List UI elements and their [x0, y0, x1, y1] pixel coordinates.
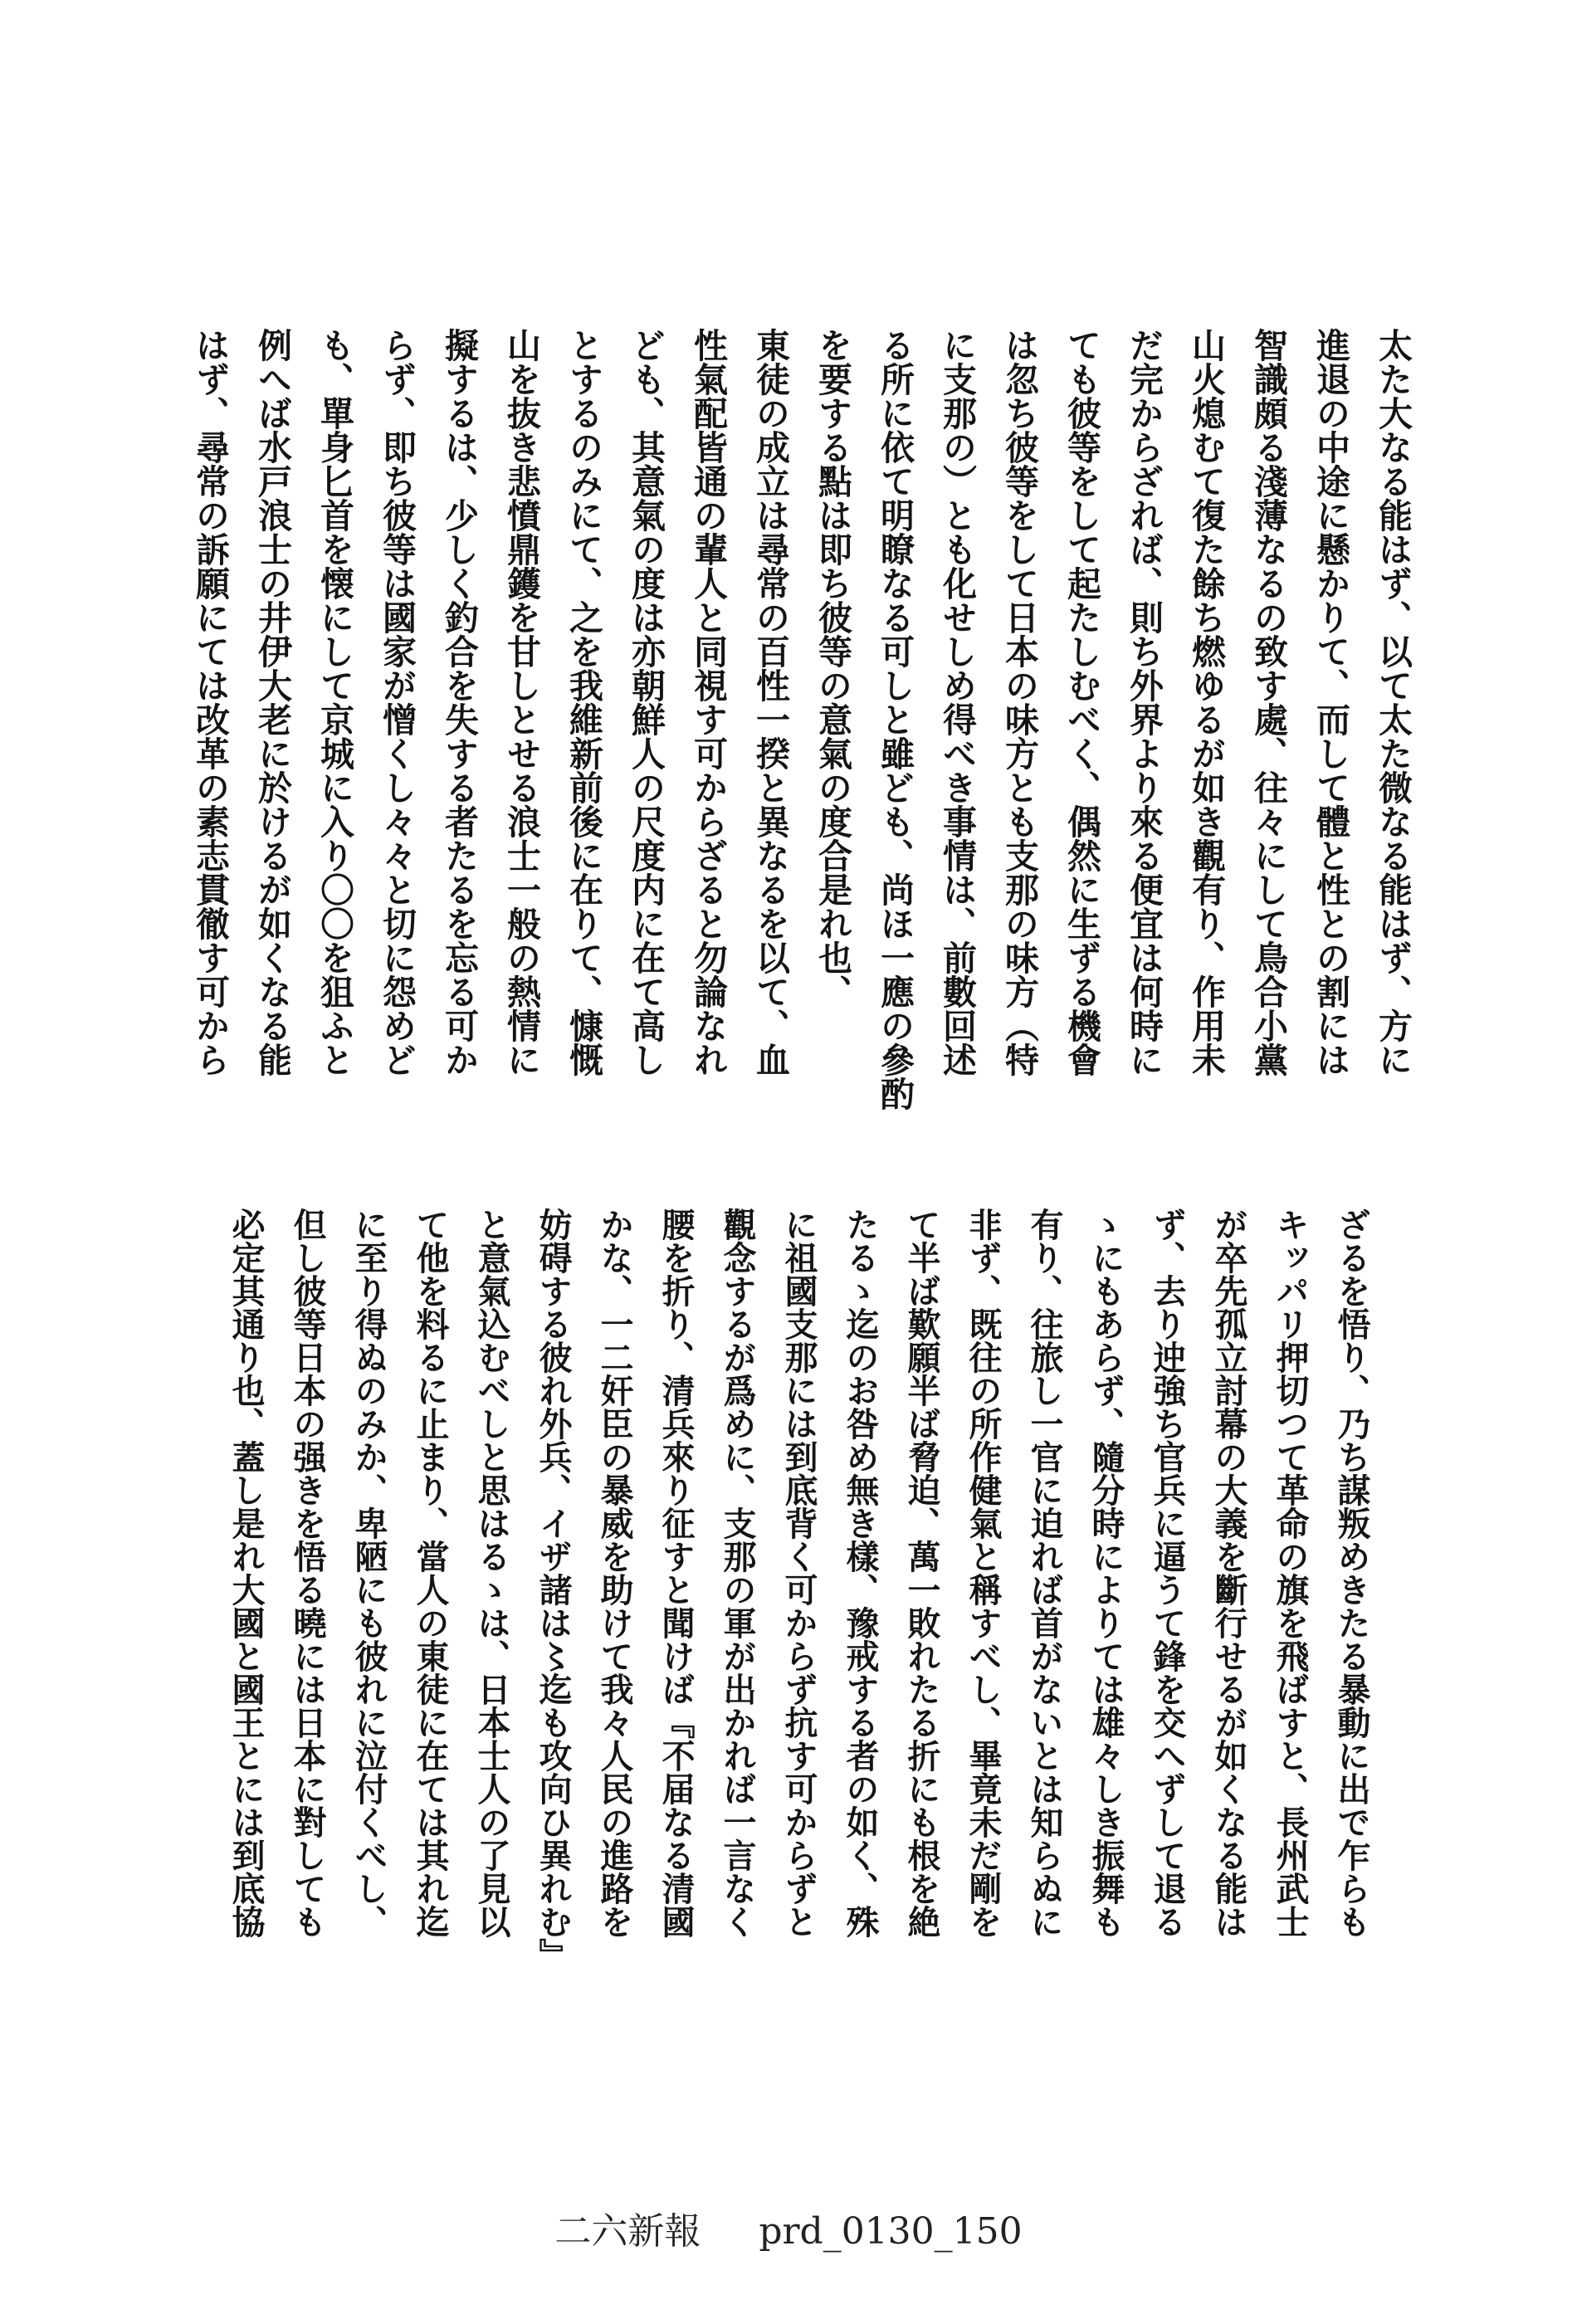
text-column: 擬するは、少しく釣合を失する者たるを忘る可か	[439, 328, 479, 1077]
page-footer	[0, 2201, 1577, 2254]
text-column: に至り得ぬのみか、卑陋にも彼れに泣付くべし、	[349, 1208, 388, 1938]
text-column: 性氣配皆通の輩人と同視す可からざると勿論なれ	[688, 328, 728, 1077]
text-column: とするのみにて、之を我維新前後に在りて、慷慨	[564, 328, 603, 1077]
text-column: 必定其通り也、蓋し是れ大國と國王とには到底協	[227, 1208, 266, 1938]
text-column: を要する點は即ち彼等の意氣の度合是れ也、	[813, 328, 852, 1008]
text-column: 山火熄むて復た餘ち燃ゆるが如き觀有り、作用未	[1186, 328, 1226, 1077]
text-column: ゝにもあらず、隨分時によりては雄々しき振舞も	[1086, 1208, 1125, 1938]
text-column: 觀念するが爲めに、支那の軍が出かれば一言なく	[718, 1208, 757, 1938]
text-column: ども、其意氣の度は亦朝鮮人の尺度内に在て高し	[626, 328, 666, 1077]
text-column: 太た大なる能はず、以て太た微なる能はず、方に	[1373, 328, 1413, 1077]
text-column: ざるを悟り、乃ち謀叛めきたる暴動に出で乍らも	[1332, 1208, 1371, 1938]
text-column: も、單身匕首を懐にして京城に入り〇〇を狙ふと	[315, 328, 354, 1077]
text-column: る所に依て明瞭なる可しと雖ども、尚ほ一應の參酌	[875, 328, 915, 1111]
text-column: ず、去り迚強ち官兵に逼うて鋒を交へずして退る	[1148, 1208, 1187, 1938]
text-column: はず、尋常の訴願にては改革の素志貫徹す可から	[190, 328, 230, 1077]
publication-name: 二六新報	[554, 2210, 701, 2253]
text-column: キッパリ押切つて革命の旗を飛ばすと、長州武士	[1271, 1208, 1310, 1938]
text-column: て他を料るに止まり、當人の東徒に在ては其れ迄	[411, 1208, 450, 1938]
text-column: 東徒の成立は尋常の百性一揆と異なるを以て、血	[750, 328, 790, 1077]
text-column: 妨碍する彼れ外兵、イザ諸は〻迄も攻向ひ異れむ』	[534, 1208, 573, 1971]
text-column: ても彼等をして起たしむべく、偶然に生ずる機會	[1062, 328, 1101, 1077]
upper-text-block	[178, 328, 1423, 1166]
text-column: 腰を折り、清兵來り征すと聞けば『不届なる清國	[657, 1208, 696, 1938]
text-column: たるゝ迄のお咎め無き樣、豫戒する者の如く、殊	[841, 1208, 880, 1938]
text-column: 智識頗る淺薄なるの致す處、往々にして鳥合小黨	[1248, 328, 1288, 1077]
text-column: 有り、往旅し一官に迫れば首がないとは知らぬに	[1025, 1208, 1064, 1938]
text-column: かな、一二奸臣の暴威を助けて我々人民の進路を	[595, 1208, 634, 1938]
text-column: が卒先孤立討幕の大義を斷行せるが如くなる能は	[1209, 1208, 1248, 1938]
page-identifier: prd_0130_150	[759, 2210, 1023, 2253]
text-column: に祖國支那には到底背く可からず抗す可からずと	[779, 1208, 818, 1938]
text-column: 非ず、既往の所作健氣と稱すべし、畢竟未だ剛を	[964, 1208, 1003, 1938]
text-column: らず、即ち彼等は國家が憎くし々々と切に怨めど	[377, 328, 417, 1077]
text-column: 例へば水戸浪士の井伊大老に於けるが如くなる能	[252, 328, 292, 1077]
text-column: だ完からざれば、則ち外界より來る便宜は何時に	[1124, 328, 1164, 1077]
text-column: 山を抜き悲憤鼎鑊を甘しとせる浪士一般の熱情に	[501, 328, 541, 1077]
text-column: 進退の中途に懸かりて、而して體と性との割には	[1311, 328, 1350, 1077]
text-column: は忽ち彼等をして日本の味方とも支那の味方（特	[999, 328, 1039, 1077]
text-column: て半ば歎願半ば脅迫、萬一敗れたる折にも根を絶	[902, 1208, 941, 1938]
lower-text-block	[215, 1208, 1382, 2112]
text-column: と意氣込むべしと思はるゝは、日本士人の了見以	[472, 1208, 511, 1938]
text-column: に支那の）とも化せしめ得べき事情は、前數回述	[937, 328, 977, 1077]
text-column: 但し彼等日本の强きを悟る曉には日本に對しても	[288, 1208, 327, 1938]
